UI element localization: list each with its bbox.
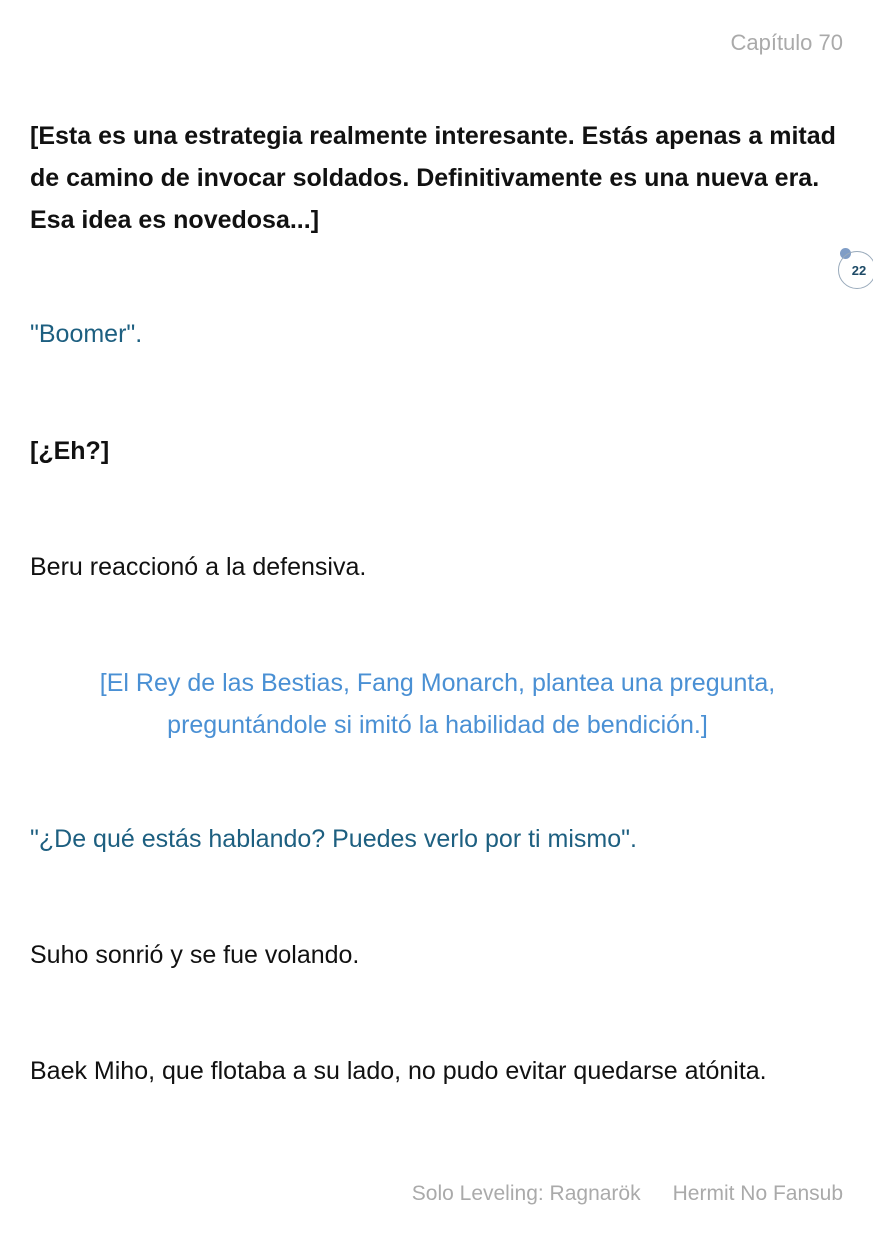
narration: Baek Miho, que flotaba a su lado, no pudo evitar quedarse atónita. — [30, 1057, 767, 1085]
narration: Suho sonrió y se fue volando. — [30, 941, 360, 969]
novel-title: Solo Leveling: Ragnarök — [411, 1182, 641, 1205]
comment-count-badge[interactable]: 22 — [838, 251, 873, 289]
system-message: [Esta es una estrategia realmente interesante. Estás apenas a mitad de camino de invocar soldados. Definitivamente es una nueva era. Esa idea es novedosa...] — [30, 122, 836, 234]
dialogue-line: "Boomer". — [30, 320, 143, 348]
footer — [412, 1182, 843, 1206]
system-message: [¿Eh?] — [30, 437, 110, 465]
translator-name: Hermit No Fansub — [672, 1182, 843, 1205]
narration: Beru reaccionó a la defensiva. — [30, 553, 367, 581]
system-notice: [El Rey de las Bestias, Fang Monarch, plantea una pregunta, preguntándole si imitó la habilidad de bendición.] — [99, 669, 776, 739]
chapter-label: Capítulo 70 — [730, 30, 843, 55]
dialogue-line: "¿De qué estás hablando? Puedes verlo por ti mismo". — [30, 825, 637, 853]
